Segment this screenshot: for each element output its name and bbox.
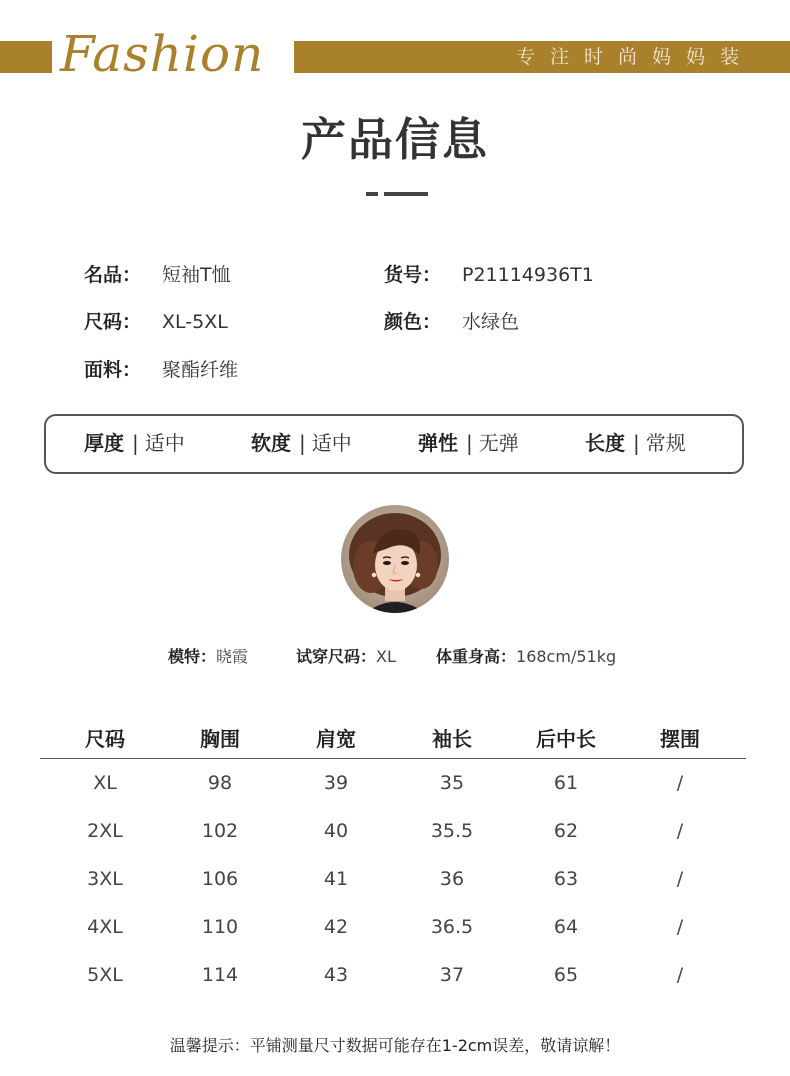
model-name-value: 晓霞 bbox=[216, 647, 249, 666]
model-size-label: 试穿尺码： bbox=[296, 647, 377, 666]
table-cell: 63 bbox=[553, 868, 579, 890]
model-body bbox=[436, 643, 616, 671]
model-size bbox=[296, 643, 396, 671]
info-color-value: 水绿色 bbox=[462, 311, 520, 333]
info-code-value: P21114936T1 bbox=[462, 264, 594, 286]
attr-softness-key: 软度 bbox=[251, 431, 291, 455]
table-cell: 106 bbox=[201, 868, 239, 890]
table-cell: XL bbox=[93, 772, 117, 794]
table-cell: 40 bbox=[323, 820, 349, 842]
table-header-length: 后中长 bbox=[536, 727, 596, 751]
table-cell: / bbox=[676, 964, 684, 986]
measurement-notice: 温馨提示：平铺测量尺寸数据可能存在1-2cm误差，敬请谅解！ bbox=[169, 1036, 621, 1055]
attr-softness bbox=[251, 428, 352, 458]
table-cell: / bbox=[676, 772, 684, 794]
brand-logo-text: Fashion bbox=[60, 25, 265, 83]
table-cell: 42 bbox=[323, 916, 349, 938]
info-fabric-value: 聚酯纤维 bbox=[162, 359, 239, 381]
table-cell: 114 bbox=[201, 964, 239, 986]
title-divider-short bbox=[366, 192, 378, 196]
table-cell: 64 bbox=[553, 916, 579, 938]
attr-elasticity-value: 无弹 bbox=[478, 431, 519, 455]
table-cell: 65 bbox=[553, 964, 579, 986]
attr-elasticity bbox=[418, 428, 519, 458]
attr-thickness-sep: | bbox=[132, 431, 139, 455]
table-cell: 36 bbox=[439, 868, 465, 890]
model-name-label: 模特： bbox=[168, 647, 217, 666]
info-name-label: 名品： bbox=[84, 264, 142, 286]
table-cell: 35 bbox=[439, 772, 465, 794]
table-cell: 43 bbox=[323, 964, 349, 986]
table-header-size: 尺码 bbox=[85, 727, 125, 751]
table-cell: 110 bbox=[201, 916, 239, 938]
model-name bbox=[168, 643, 248, 671]
table-cell: 4XL bbox=[87, 916, 123, 938]
table-cell: / bbox=[676, 820, 684, 842]
table-cell: 3XL bbox=[87, 868, 123, 890]
table-header-shoulder: 肩宽 bbox=[316, 727, 356, 751]
attr-thickness-value: 适中 bbox=[144, 431, 185, 455]
attr-thickness-key: 厚度 bbox=[84, 431, 124, 455]
table-cell: 98 bbox=[207, 772, 233, 794]
info-size-value: XL-5XL bbox=[162, 311, 228, 333]
table-cell: 62 bbox=[553, 820, 579, 842]
model-body-value: 168cm/51kg bbox=[516, 647, 617, 666]
header-bar-left bbox=[0, 41, 52, 73]
attr-softness-value: 适中 bbox=[311, 431, 352, 455]
info-name-value: 短袖T恤 bbox=[162, 264, 231, 286]
table-cell: 35.5 bbox=[430, 820, 474, 842]
model-avatar bbox=[341, 505, 449, 613]
table-header-sleeve: 袖长 bbox=[432, 727, 472, 751]
table-cell: 102 bbox=[201, 820, 239, 842]
attr-thickness bbox=[84, 428, 185, 458]
table-cell: 39 bbox=[323, 772, 349, 794]
table-cell: 2XL bbox=[87, 820, 123, 842]
table-cell: 36.5 bbox=[430, 916, 474, 938]
table-header-rule bbox=[40, 758, 746, 759]
attr-length-sep: | bbox=[633, 431, 640, 455]
title-divider-long bbox=[384, 192, 428, 196]
header-slogan: 专注时尚妈妈装 bbox=[515, 46, 754, 68]
attr-length-key: 长度 bbox=[585, 431, 625, 455]
attr-length bbox=[585, 428, 686, 458]
table-header-chest: 胸围 bbox=[200, 727, 240, 751]
table-cell: 41 bbox=[323, 868, 349, 890]
table-header-hem: 摆围 bbox=[660, 727, 700, 751]
attr-elasticity-sep: | bbox=[466, 431, 473, 455]
table-cell: / bbox=[676, 916, 684, 938]
info-size-label: 尺码： bbox=[84, 311, 142, 333]
info-color-label: 颜色： bbox=[384, 311, 442, 333]
attr-length-value: 常规 bbox=[645, 431, 686, 455]
model-size-value: XL bbox=[376, 647, 396, 666]
section-title: 产品信息 bbox=[300, 113, 489, 166]
attr-elasticity-key: 弹性 bbox=[418, 431, 458, 455]
model-body-label: 体重身高： bbox=[436, 647, 517, 666]
table-cell: 37 bbox=[439, 964, 465, 986]
table-cell: 5XL bbox=[87, 964, 123, 986]
table-cell: / bbox=[676, 868, 684, 890]
info-code-label: 货号： bbox=[384, 264, 442, 286]
info-fabric-label: 面料： bbox=[84, 359, 142, 381]
table-cell: 61 bbox=[553, 772, 579, 794]
attr-softness-sep: | bbox=[299, 431, 306, 455]
model-portrait-icon bbox=[341, 505, 449, 613]
